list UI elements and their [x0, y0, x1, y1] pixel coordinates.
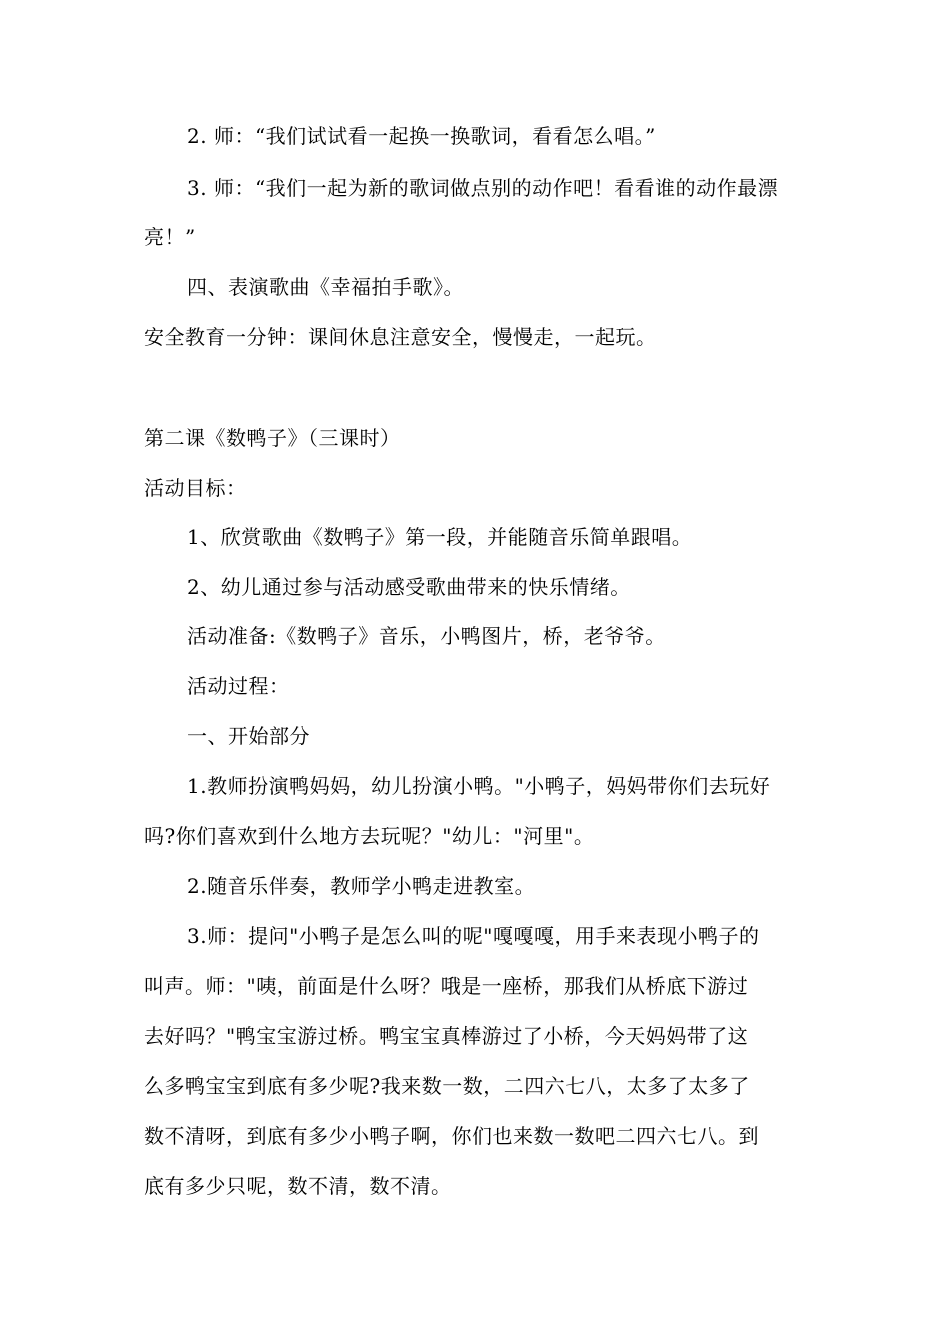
paragraph-line: 1、欣赏歌曲《数鸭子》第一段，并能随音乐简单跟唱。	[187, 525, 693, 549]
paragraph-line: 1.教师扮演鸭妈妈，幼儿扮演小鸭。"小鸭子，妈妈带你们去玩好	[187, 774, 771, 798]
paragraph-line: 活动准备:《数鸭子》音乐，小鸭图片，桥，老爷爷。	[187, 624, 666, 648]
paragraph-line: 2、幼儿通过参与活动感受歌曲带来的快乐情绪。	[187, 575, 631, 599]
section-heading: 四、表演歌曲《幸福拍手歌》。	[187, 275, 464, 299]
paragraph-line: 底有多少只呢，数不清，数不清。	[144, 1174, 452, 1198]
section-heading: 活动过程：	[187, 674, 290, 698]
paragraph-line: 3. 师：“我们一起为新的歌词做点别的动作吧！看看谁的动作最漂	[187, 176, 779, 200]
lesson-title: 第二课《数鸭子》（三课时）	[144, 426, 401, 450]
section-heading: 活动目标：	[144, 476, 247, 500]
paragraph-line: 2.随音乐伴奏，教师学小鸭走进教室。	[187, 874, 536, 898]
section-heading: 一、开始部分	[187, 724, 310, 748]
paragraph-line: 3.师：提问"小鸭子是怎么叫的呢"嘎嘎嘎，用手来表现小鸭子的	[187, 924, 760, 948]
paragraph-line: 吗?你们喜欢到什么地方去玩呢？"幼儿："河里"。	[144, 824, 595, 848]
paragraph-line: 安全教育一分钟：课间休息注意安全，慢慢走，一起玩。	[144, 325, 657, 349]
paragraph-line: 2. 师：“我们试试看一起换一换歌词，看看怎么唱。”	[187, 124, 656, 148]
paragraph-line: 去好吗？"鸭宝宝游过桥。鸭宝宝真棒游过了小桥，今天妈妈带了这	[144, 1024, 749, 1048]
paragraph-line: 数不清呀，到底有多少小鸭子啊，你们也来数一数吧二四六七八。到	[144, 1124, 759, 1148]
paragraph-line: 亮！”	[144, 225, 196, 249]
paragraph-line: 叫声。师："咦，前面是什么呀？哦是一座桥，那我们从桥底下游过	[144, 974, 749, 998]
paragraph-line: 么多鸭宝宝到底有多少呢?我来数一数，二四六七八，太多了太多了	[144, 1074, 750, 1098]
